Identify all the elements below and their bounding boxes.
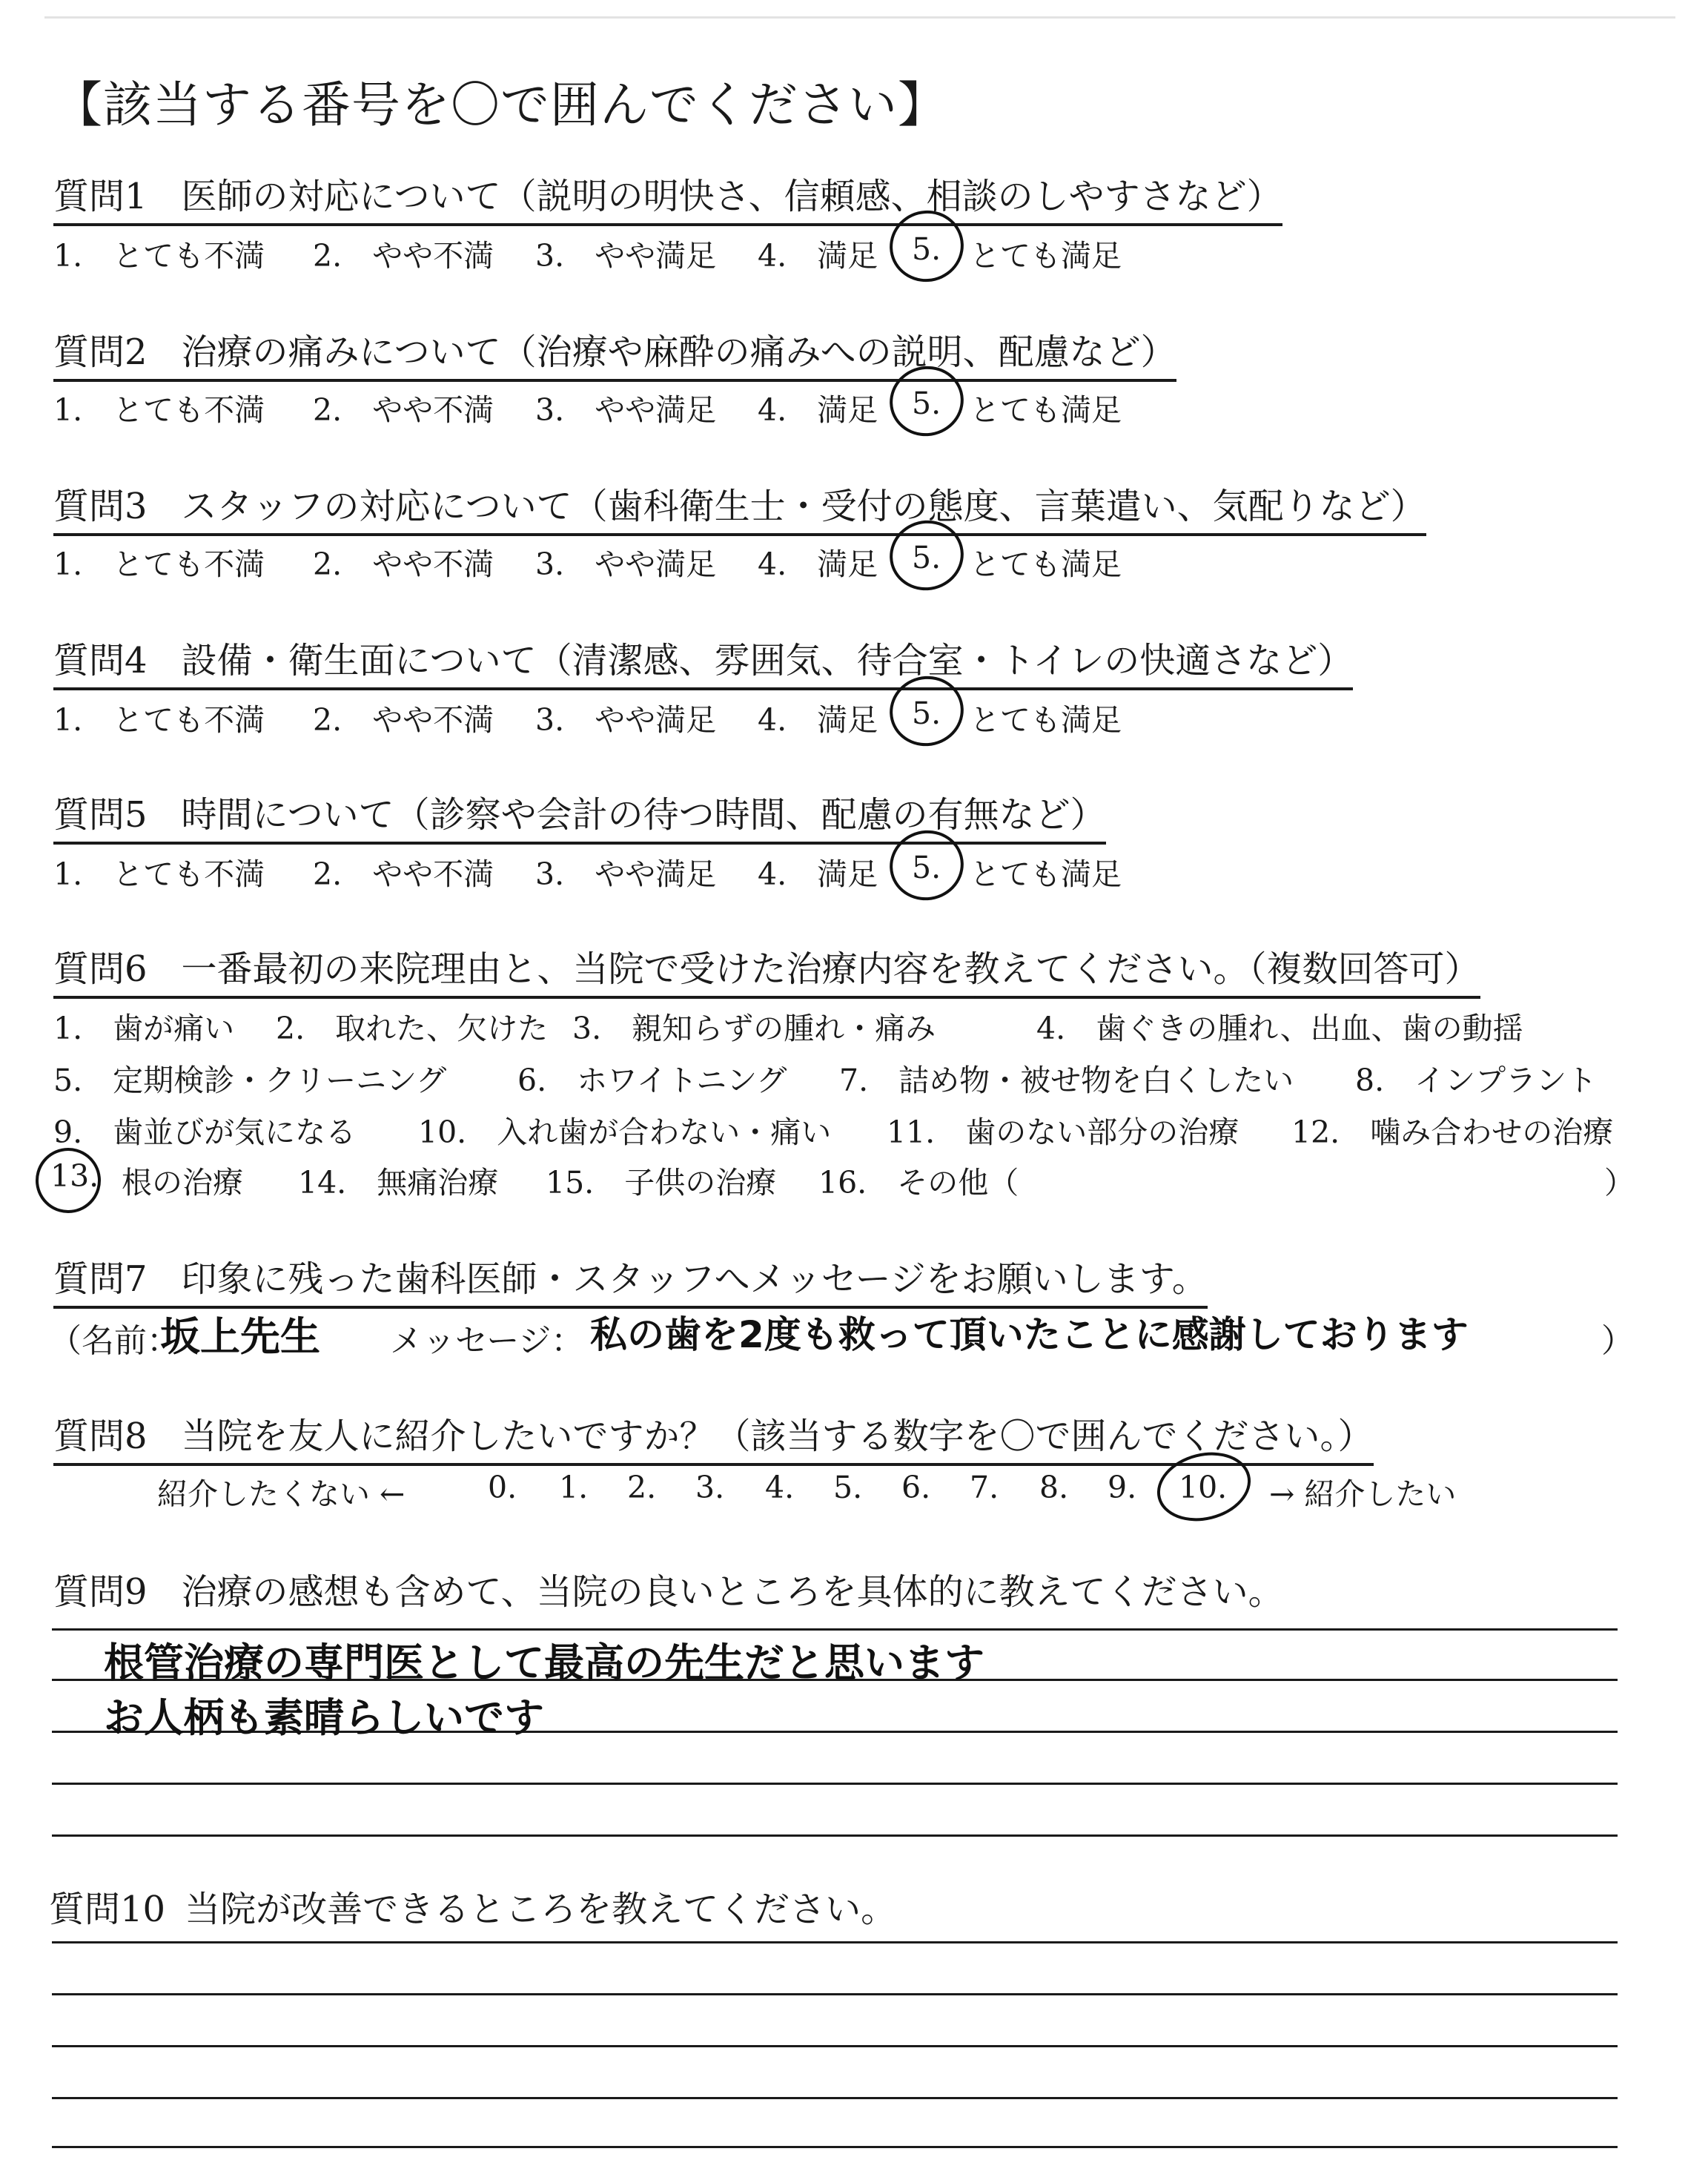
question-9 [53, 1563, 1284, 1614]
question-10-number: 質問10 [49, 1889, 166, 1930]
q8-option-8[interactable]: 8. [1039, 1470, 1069, 1505]
q7-close-paren: ） [1601, 1322, 1634, 1360]
q6-option-12[interactable]: 12. 噛み合わせの治療 [1291, 1114, 1614, 1150]
question-1-title [53, 168, 1282, 226]
question-7-number: 質問7 [53, 1258, 148, 1300]
q6-option-13[interactable]: 13. [50, 1158, 99, 1194]
option-4[interactable]: 4. 満足 [758, 856, 878, 892]
q6-option-9[interactable]: 9. 歯並びが気になる [53, 1114, 357, 1150]
question-3-text: スタッフの対応について（歯科衛生士・受付の態度、言葉遣い、気配りなど） [181, 486, 1426, 527]
question-9-text: 治療の感想も含めて、当院の良いところを具体的に教えてください。 [181, 1571, 1284, 1613]
q8-option-9[interactable]: 9. [1108, 1470, 1137, 1505]
option-4[interactable]: 4. 満足 [758, 392, 878, 428]
option-4[interactable]: 4. 満足 [758, 546, 878, 582]
question-2-number: 質問2 [53, 331, 148, 373]
q8-option-6[interactable]: 6. [901, 1470, 931, 1505]
option-3[interactable]: 3. やや満足 [535, 856, 717, 892]
question-4-number: 質問4 [53, 640, 148, 681]
question-2-text: 治療の痛みについて（治療や麻酔の痛みへの説明、配慮など） [181, 331, 1176, 373]
q7-message-label: メッセージ： [390, 1322, 584, 1360]
q7-name-label: （名前： [49, 1322, 179, 1360]
question-10 [49, 1880, 896, 1932]
question-8-text: 当院を友人に紹介したいですか？（該当する数字を〇で囲んでください。） [181, 1416, 1374, 1457]
option-1[interactable]: 1. とても不満 [53, 392, 265, 428]
q6-option-16-close: ） [1604, 1165, 1635, 1200]
q8-option-2[interactable]: 2. [627, 1470, 657, 1505]
q8-option-1[interactable]: 1. [559, 1470, 589, 1505]
q9-answer-line-1 [52, 1628, 1618, 1631]
option-2[interactable]: 2. やや不満 [313, 392, 494, 428]
option-5[interactable]: 5. [912, 386, 941, 421]
question-9-number: 質問9 [53, 1571, 148, 1613]
option-3[interactable]: 3. やや満足 [535, 392, 717, 428]
q10-answer-line-1 [52, 1941, 1618, 1943]
option-2[interactable]: 2. やや不満 [313, 856, 494, 892]
q6-option-6[interactable]: 6. ホワイトニング [517, 1063, 787, 1098]
option-4[interactable]: 4. 満足 [758, 702, 878, 738]
question-2-title [53, 323, 1176, 382]
option-5-label: とても満足 [970, 238, 1122, 274]
q8-right-label: → 紹介したい [1269, 1476, 1457, 1512]
q6-option-11[interactable]: 11. 歯のない部分の治療 [887, 1114, 1239, 1150]
q7-name-input[interactable]: 坂上先生 [160, 1313, 320, 1360]
q6-option-13-label: 根の治療 [122, 1165, 243, 1200]
question-7-text: 印象に残った歯科医師・スタッフへメッセージをお願いします。 [181, 1258, 1208, 1300]
question-1 [53, 168, 1282, 226]
q10-answer-line-2 [52, 1993, 1618, 1995]
q7-message-input[interactable]: 私の歯を2度も救って頂いたことに感謝しております [590, 1313, 1469, 1356]
q6-option-10[interactable]: 10. 入れ歯が合わない・痛い [418, 1114, 832, 1150]
q6-option-16[interactable]: 16. その他（ [818, 1165, 1019, 1200]
question-4-title [53, 632, 1353, 690]
question-5-number: 質問5 [53, 794, 148, 836]
option-5[interactable]: 5. [912, 540, 941, 575]
question-6-title [53, 940, 1480, 999]
option-4[interactable]: 4. 満足 [758, 238, 878, 274]
option-1[interactable]: 1. とても不満 [53, 856, 265, 892]
question-6-number: 質問6 [53, 948, 148, 990]
option-5[interactable]: 5. [912, 696, 941, 731]
q8-option-4[interactable]: 4. [765, 1470, 795, 1505]
q8-left-label: 紹介したくない ← [157, 1476, 406, 1512]
option-3[interactable]: 3. やや満足 [535, 546, 717, 582]
question-8-title [53, 1407, 1374, 1466]
question-3-number: 質問3 [53, 486, 148, 527]
option-2[interactable]: 2. やや不満 [313, 546, 494, 582]
q6-option-14[interactable]: 14. 無痛治療 [298, 1165, 499, 1200]
q8-option-7[interactable]: 7. [970, 1470, 999, 1505]
q6-option-5[interactable]: 5. 定期検診・クリーニング [53, 1063, 447, 1098]
q10-answer-line-3 [52, 2045, 1618, 2047]
option-5-label: とても満足 [970, 392, 1122, 428]
q8-option-10[interactable]: 10. [1179, 1470, 1228, 1505]
q8-option-5[interactable]: 5. [833, 1470, 863, 1505]
option-5-label: とても満足 [970, 856, 1122, 892]
q6-option-7[interactable]: 7. 詰め物・被せ物を白くしたい [839, 1063, 1294, 1098]
question-6-text: 一番最初の来院理由と、当院で受けた治療内容を教えてください。（複数回答可） [181, 948, 1480, 990]
q6-option-1[interactable]: 1. 歯が痛い [53, 1011, 235, 1046]
q6-option-8[interactable]: 8. インプラント [1355, 1063, 1598, 1098]
q6-option-4[interactable]: 4. 歯ぐきの腫れ、出血、歯の動揺 [1036, 1011, 1523, 1046]
q10-answer-line-5 [52, 2146, 1618, 2148]
question-2 [53, 323, 1176, 382]
q8-option-0[interactable]: 0. [488, 1470, 517, 1505]
question-7 [53, 1250, 1208, 1309]
question-6 [53, 940, 1480, 999]
top-divider [44, 16, 1675, 19]
question-4-text: 設備・衛生面について（清潔感、雰囲気、待合室・トイレの快適さなど） [181, 640, 1354, 681]
option-2[interactable]: 2. やや不満 [313, 238, 494, 274]
option-5-label: とても満足 [970, 702, 1122, 738]
question-7-title [53, 1250, 1208, 1309]
q6-option-3[interactable]: 3. 親知らずの腫れ・痛み [572, 1011, 936, 1046]
q10-answer-line-4 [52, 2097, 1618, 2099]
question-3 [53, 478, 1426, 536]
question-3-title [53, 478, 1426, 536]
question-5-text: 時間について（診察や会計の待つ時間、配慮の有無など） [181, 794, 1106, 836]
question-1-text: 医師の対応について（説明の明快さ、信頼感、相談のしやすさなど） [181, 176, 1282, 217]
question-8 [53, 1407, 1374, 1466]
option-1[interactable]: 1. とても不満 [53, 238, 265, 274]
q9-answer-text-1[interactable]: 根管治療の専門医として最高の先生だと思います [104, 1639, 984, 1686]
question-10-text: 当院が改善できるところを教えてください。 [185, 1889, 897, 1930]
q6-option-2[interactable]: 2. 取れた、欠けた [276, 1011, 549, 1046]
option-1[interactable]: 1. とても不満 [53, 702, 265, 738]
option-3[interactable]: 3. やや満足 [535, 238, 717, 274]
q8-option-3[interactable]: 3. [695, 1470, 725, 1505]
option-1[interactable]: 1. とても不満 [53, 546, 265, 582]
q9-answer-text-2[interactable]: お人柄も素晴らしいです [104, 1694, 544, 1741]
page-heading: 【該当する番号を〇で囲んでください】 [53, 76, 947, 133]
q9-answer-line-5 [52, 1834, 1618, 1837]
q9-answer-line-4 [52, 1783, 1618, 1785]
option-3[interactable]: 3. やや満足 [535, 702, 717, 738]
q6-option-15[interactable]: 15. 子供の治療 [546, 1165, 777, 1200]
question-8-number: 質問8 [53, 1416, 148, 1457]
question-1-number: 質問1 [53, 176, 148, 217]
option-5[interactable]: 5. [912, 231, 941, 267]
option-2[interactable]: 2. やや不満 [313, 702, 494, 738]
option-5-label: とても満足 [970, 546, 1122, 582]
selected-circle-q6 [33, 1145, 105, 1217]
question-4 [53, 632, 1353, 690]
option-5[interactable]: 5. [912, 850, 941, 885]
